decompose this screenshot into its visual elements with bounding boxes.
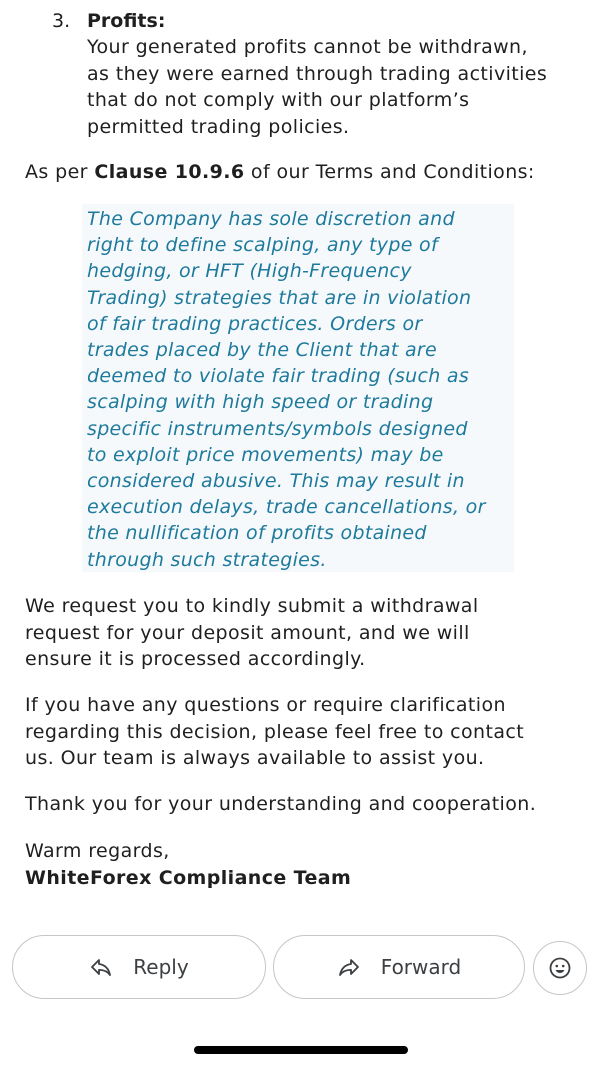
list-heading: Profits: [87,10,166,32]
reply-arrow-icon [89,955,113,979]
forward-arrow-icon [337,955,361,979]
quoted-clause [82,204,514,572]
text-line: permitted trading policies. [87,115,350,138]
regards-text: Warm regards, [25,840,170,862]
signature-name: WhiteForex Compliance Team [25,866,352,889]
text-line: If you have any questions or require clarification [25,694,506,716]
quote-line: the nullification of profits obtained [87,522,427,545]
quote-line: scalping with high speed or trading [87,391,434,414]
quote-line: deemed to violate fair trading (such as [87,365,470,388]
text-line: us. Our team is always available to assist you. [25,747,485,769]
text-line: regarding this decision, please feel free to contact [25,720,525,743]
emoji-reaction-button[interactable] [533,941,587,995]
quote-line: right to define scalping, any type of [87,234,438,257]
withdrawal-paragraph [25,593,585,673]
signature-block [25,838,585,891]
list-number: 3. [52,10,71,32]
reply-button[interactable] [12,935,266,999]
questions-paragraph [25,692,585,772]
clause-suffix: of our Terms and Conditions: [244,161,535,183]
thanks-paragraph: Thank you for your understanding and cooperation. [25,793,537,815]
text-line: as they were earned through trading activities [87,62,548,85]
text-line: ensure it is processed accordingly. [25,648,366,670]
quote-line: execution delays, trade cancellations, or [87,496,486,519]
text-line: We request you to kindly submit a withdrawal [25,595,479,617]
text-line: request for your deposit amount, and we will [25,621,470,644]
quote-line: considered abusive. This may result in [87,470,465,493]
home-indicator[interactable] [194,1046,408,1054]
smiley-icon [548,956,572,980]
quote-line: hedging, or HFT (High-Frequency [87,260,412,283]
reply-label: Reply [133,955,189,979]
text-line: Your generated profits cannot be withdrawn, [87,36,528,58]
forward-button[interactable] [273,935,525,999]
quote-line: specific instruments/symbols designed [87,417,468,440]
list-content [87,8,587,140]
list-text [87,34,587,140]
quote-line: The Company has sole discretion and [87,208,455,230]
quote-line: through such strategies. [87,548,327,571]
clause-intro [25,159,585,186]
quote-line: of fair trading practices. Orders or [87,312,423,335]
clause-prefix: As per [25,161,95,183]
clause-reference: Clause 10.9.6 [94,161,245,183]
quote-text [87,206,512,573]
quote-line: to exploit price movements) may be [87,443,444,466]
quote-line: Trading) strategies that are in violation [87,286,472,309]
text-line: that do not comply with our platform’s [87,89,470,111]
quote-line: trades placed by the Client that are [87,339,437,362]
forward-label: Forward [380,955,462,979]
